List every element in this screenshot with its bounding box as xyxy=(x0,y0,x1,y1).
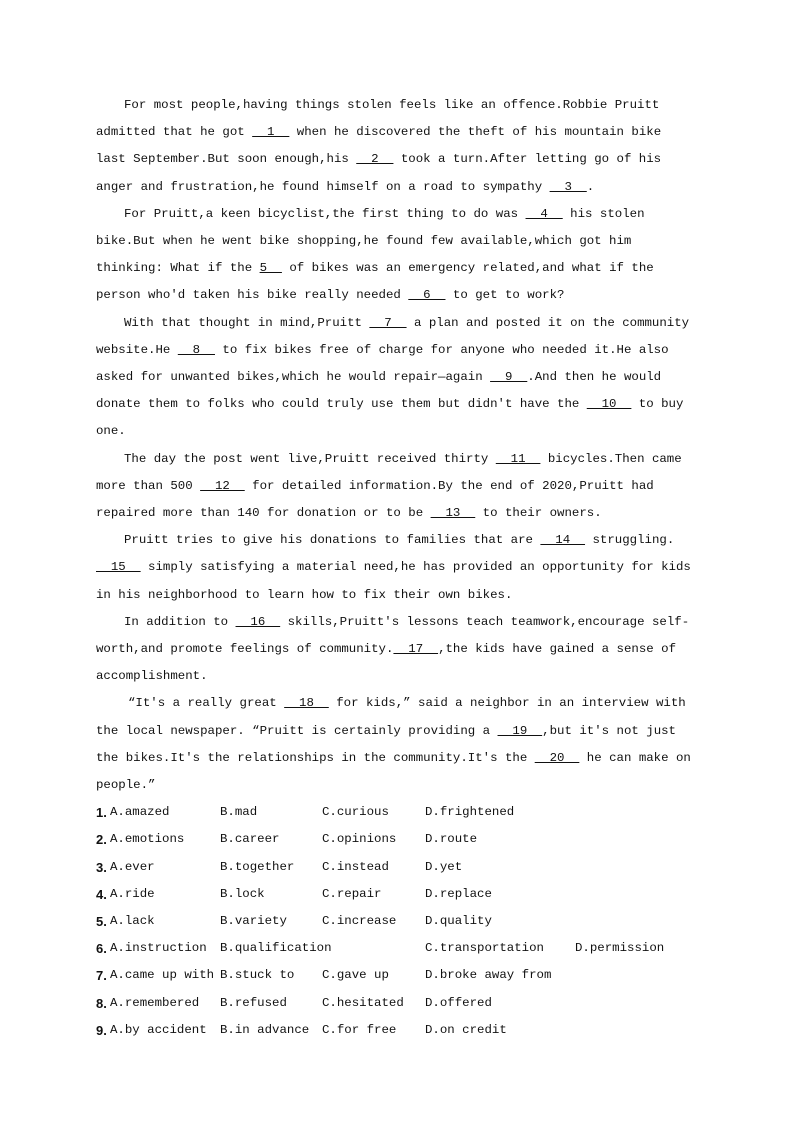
option-c[interactable]: C.hesitated xyxy=(322,995,404,1010)
option-c[interactable]: C.repair xyxy=(322,886,382,901)
option-a[interactable]: A.amazed xyxy=(110,805,170,820)
option-b[interactable]: B.refused xyxy=(220,995,287,1010)
option-d[interactable]: D.on credit xyxy=(425,1022,507,1037)
question-number: 5. xyxy=(96,914,107,930)
option-d[interactable]: D.route xyxy=(425,832,478,847)
option-b[interactable]: B.variety xyxy=(220,914,287,929)
blank-number: 11 xyxy=(495,451,541,466)
option-d[interactable]: D.frightened xyxy=(425,805,515,820)
question-row xyxy=(96,826,696,853)
option-d[interactable]: D.broke away from xyxy=(425,968,552,983)
option-c[interactable]: C.gave up xyxy=(322,968,389,983)
question-number: 9. xyxy=(96,1022,107,1038)
blank-number: 13 xyxy=(430,506,476,521)
option-b[interactable]: B.career xyxy=(220,832,280,847)
option-a[interactable]: A.ever xyxy=(110,859,155,874)
question-number: 6. xyxy=(96,941,107,957)
blank-number: 3 xyxy=(549,179,587,194)
passage-paragraph: “It's a really great 18 for kids,” said a neighbor in an interview with the local newspaper. “Pruitt is certainly providing a 19 ,but it's not just the bikes.It's the relationships in the community.It's the 20 he can make on people.” xyxy=(96,696,691,793)
option-c[interactable]: C.instead xyxy=(322,859,389,874)
answer-options xyxy=(96,799,696,1044)
blank-number: 8 xyxy=(177,342,215,357)
blank-number: 6 xyxy=(408,288,446,303)
option-a[interactable]: A.came up with xyxy=(110,968,215,983)
option-d[interactable]: D.offered xyxy=(425,995,492,1010)
passage-paragraph: With that thought in mind,Pruitt 7 a plan and posted it on the community website.He 8 to fix bikes free of charge for anyone who needed it.He also asked for unwanted bikes,which he would repair—again 9 .And then he would donate them to folks who could truly use them but didn't have the 10 to buy one. xyxy=(96,315,690,439)
option-b[interactable]: B.qualification xyxy=(220,941,332,956)
option-a[interactable]: A.lack xyxy=(110,914,155,929)
option-c[interactable]: C.for free xyxy=(322,1022,397,1037)
option-d[interactable]: D.permission xyxy=(575,941,665,956)
blank-number: 18 xyxy=(284,696,329,711)
option-c[interactable]: C.transportation xyxy=(425,941,544,956)
question-number: 1. xyxy=(96,805,107,821)
question-row xyxy=(96,990,696,1017)
blank-number: 9 xyxy=(490,370,528,385)
option-d[interactable]: D.quality xyxy=(425,914,492,929)
option-b[interactable]: B.in advance xyxy=(220,1022,310,1037)
exam-page xyxy=(96,92,696,1044)
passage-paragraph: The day the post went live,Pruitt received thirty 11 bicycles.Then came more than 500 12 for detailed information.By the end of 2020,Pruitt had repaired more than 140 for donation or to be 13 to their owners. xyxy=(96,451,682,521)
option-a[interactable]: A.remembered xyxy=(110,995,200,1010)
option-b[interactable]: B.lock xyxy=(220,886,265,901)
option-a[interactable]: A.ride xyxy=(110,886,155,901)
blank-number: 10 xyxy=(586,397,632,412)
option-b[interactable]: B.together xyxy=(220,859,295,874)
blank-number: 1 xyxy=(252,125,290,140)
question-number: 4. xyxy=(96,886,107,902)
blank-number: 14 xyxy=(540,533,586,548)
option-d[interactable]: D.replace xyxy=(425,886,492,901)
option-a[interactable]: A.emotions xyxy=(110,832,185,847)
question-number: 8. xyxy=(96,995,107,1011)
question-number: 2. xyxy=(96,832,107,848)
blank-number: 17 xyxy=(393,642,439,657)
passage-paragraph: In addition to 16 skills,Pruitt's lessons teach teamwork,encourage self-worth,and promote feelings of community. 17 ,the kids have gained a sense of accomplishment. xyxy=(96,614,690,684)
option-a[interactable]: A.by accident xyxy=(110,1022,207,1037)
blank-number: 4 xyxy=(525,206,563,221)
blank-number: 12 xyxy=(200,478,245,493)
blank-number: 7 xyxy=(369,315,407,330)
option-c[interactable]: C.curious xyxy=(322,805,389,820)
question-row xyxy=(96,935,696,962)
question-number: 7. xyxy=(96,968,107,984)
passage-paragraph: Pruitt tries to give his donations to families that are 14 struggling. 15 simply satisfying a material need,he has provided an opportunity for kids in his neighborhood to learn how to fix their own bikes. xyxy=(96,533,691,602)
passage-paragraph: For most people,having things stolen feels like an offence.Robbie Pruitt admitted that he got 1 when he discovered the theft of his mountain bike last September.But soon enough,his 2 took a turn.After letting go of his anger and frustration,he found himself on a road to sympathy 3 . xyxy=(96,98,662,194)
blank-number: 5 xyxy=(259,261,282,276)
option-b[interactable]: B.mad xyxy=(220,805,258,820)
option-d[interactable]: D.yet xyxy=(425,859,463,874)
blank-number: 2 xyxy=(356,152,394,167)
question-row xyxy=(96,962,696,989)
question-number: 3. xyxy=(96,859,107,875)
cloze-passage xyxy=(96,92,696,799)
question-row xyxy=(96,1017,696,1044)
question-row xyxy=(96,908,696,935)
blank-number: 15 xyxy=(96,560,141,575)
option-b[interactable]: B.stuck to xyxy=(220,968,295,983)
option-c[interactable]: C.increase xyxy=(322,914,397,929)
option-c[interactable]: C.opinions xyxy=(322,832,397,847)
passage-paragraph: For Pruitt,a keen bicyclist,the first thing to do was 4 his stolen bike.But when he went bike shopping,he found few available,which got him thinking: What if the 5 of bikes was an emergency related,and what if the person who'd taken his bike really needed 6 to get to work? xyxy=(96,206,654,303)
blank-number: 16 xyxy=(235,614,281,629)
question-row xyxy=(96,881,696,908)
question-row xyxy=(96,854,696,881)
blank-number: 19 xyxy=(497,723,543,738)
question-row xyxy=(96,799,696,826)
blank-number: 20 xyxy=(534,750,580,765)
option-a[interactable]: A.instruction xyxy=(110,941,207,956)
